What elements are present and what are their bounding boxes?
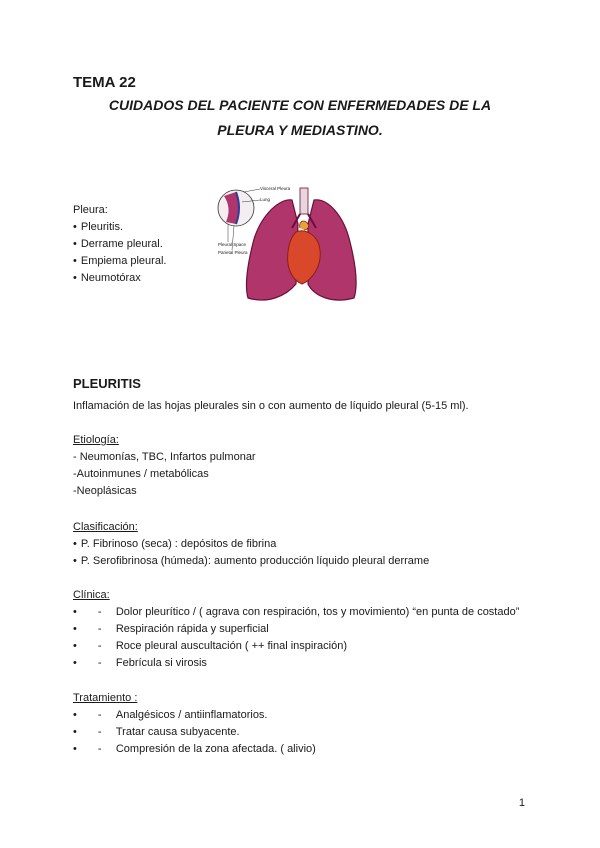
list-item: • Neumotórax [73,270,166,287]
clasificacion-heading: Clasificación: [73,521,138,533]
document-title-line-1: CUIDADOS DEL PACIENTE CON ENFERMEDADES DE LA [108,97,492,113]
diagram-label: Pleural Space [218,242,247,247]
clinica-list [73,604,543,672]
list-item: • - Roce pleural auscultación ( ++ final inspiración) [73,638,543,655]
diagram-label: Parietal Pleura [218,250,248,255]
clasificacion-list [73,536,429,570]
list-item: • P. Serofibrinosa (húmeda): aumento producción líquido pleural derrame [73,553,429,570]
list-item: -Neoplásicas [73,485,137,497]
list-item: • - Tratar causa subyacente. [73,724,316,741]
document-title-line-2: PLEURA Y MEDIASTINO. [217,122,383,138]
diagram-label: Lung [260,197,271,202]
tratamiento-list [73,707,316,758]
pleura-heading: Pleura: [73,204,108,216]
clasificacion-section [73,519,429,570]
list-item: - Neumonías, TBC, Infartos pulmonar [73,451,256,463]
list-item: • P. Fibrinoso (seca) : depósitos de fibrina [73,536,429,553]
diagram-label: Visceral Pleura [260,186,291,191]
tratamiento-section [73,690,316,758]
tratamiento-heading: Tratamiento : [73,692,138,704]
list-item: • - Febrícula si virosis [73,655,543,672]
list-item: • Derrame pleural. [73,236,166,253]
etiologia-heading: Etiología: [73,434,119,446]
clinica-section [73,587,543,672]
list-item: • - Dolor pleurítico / ( agrava con respiración, tos y movimiento) “en punta de costado” [73,604,543,621]
list-item: • Pleuritis. [73,219,166,236]
pleura-section [73,202,166,287]
pleuritis-definition: Inflamación de las hojas pleurales sin o con aumento de líquido pleural (5-15 ml). [73,400,469,412]
etiologia-section [73,432,256,500]
pleuritis-heading: PLEURITIS [73,376,141,391]
pleura-list [73,219,166,287]
topic-number: TEMA 22 [73,74,136,91]
list-item: -Autoinmunes / metabólicas [73,468,209,480]
trachea [300,188,308,214]
clinica-heading: Clínica: [73,589,110,601]
list-item: • - Analgésicos / antiinflamatorios. [73,707,316,724]
list-item: • - Compresión de la zona afectada. ( alivio) [73,741,316,758]
lungs-pleura-illustration [214,184,364,306]
list-item: • Empiema pleural. [73,253,166,270]
page-number: 1 [518,797,525,809]
list-item: • - Respiración rápida y superficial [73,621,543,638]
